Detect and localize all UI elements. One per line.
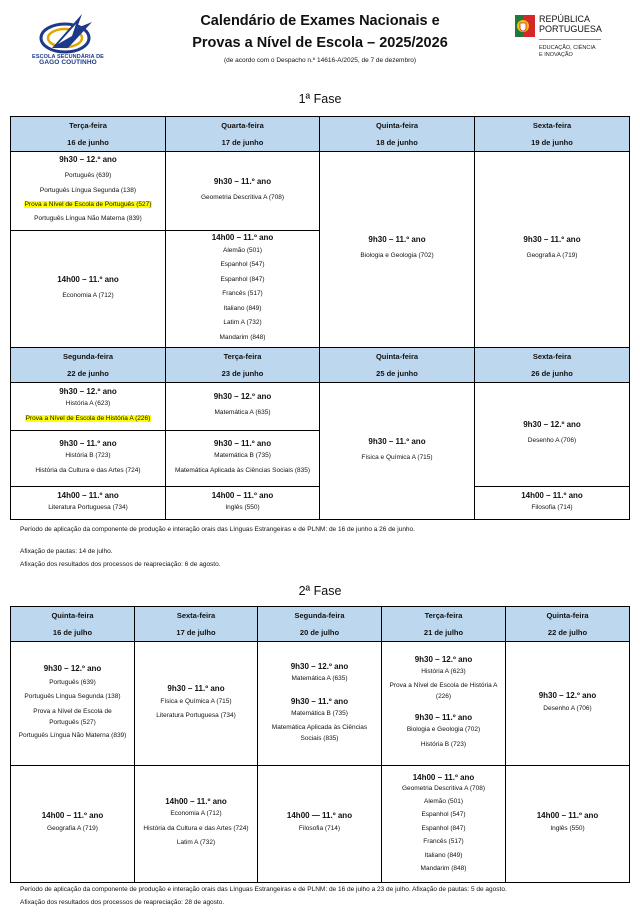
date-label: 26 de junho <box>531 369 573 378</box>
republic-line2: PORTUGUESA <box>539 24 602 34</box>
exam-cell <box>475 152 630 348</box>
exam-cell <box>11 642 135 766</box>
ministry-line2: E INOVAÇÃO <box>539 51 573 58</box>
exam-cell <box>135 642 258 766</box>
exam-item: Italiano (849) <box>223 304 262 312</box>
time-slot: 9h30 – 12.º ano <box>290 662 349 672</box>
phase2-row <box>11 642 630 766</box>
ministry-line1: EDUCAÇÃO, CIÊNCIA <box>539 45 596 51</box>
time-slot: 9h30 – 12.º ano <box>59 155 117 165</box>
time-slot: 9h30 – 12.º ano <box>59 387 117 397</box>
time-slot: 9h30 – 11.º ano <box>368 436 426 446</box>
exam-cell <box>166 231 320 348</box>
time-slot: 9h30 – 12.º ano <box>414 654 473 664</box>
time-slot: 14h00 – 11.º ano <box>165 797 227 807</box>
date-label: 25 de junho <box>376 369 418 378</box>
phase2-note: Período de aplicação da componente de produção e interação orais das Línguas Estrangeiras e de PLNM: de 16 de julho a 23 de julho. Afixação de pautas: 5 de agosto. <box>20 886 507 893</box>
exam-item: Física e Química A (715) <box>361 453 433 461</box>
date-label: 16 de julho <box>52 628 93 637</box>
exam-item: Matemática B (735) <box>214 452 271 460</box>
date-label: 17 de junho <box>221 138 264 147</box>
exam-cell <box>166 152 320 231</box>
phase1-row <box>11 152 630 231</box>
exam-item: Geometria Descritiva A (708) <box>200 193 285 201</box>
exam-cell <box>475 383 630 487</box>
phase1-note: Afixação dos resultados dos processos de reapreciação: 6 de agosto. <box>20 561 221 568</box>
exam-item: Matemática B (735) <box>291 709 348 717</box>
exam-item: Português Língua Segunda (138) <box>39 186 137 194</box>
exam-item: Matemática A (635) <box>214 409 271 417</box>
header-cell <box>320 348 475 383</box>
date-label: 17 de julho <box>176 628 216 637</box>
time-slot: 14h00 — 11.º ano <box>286 811 353 821</box>
exam-item: Prova a Nível de Escola de Português (527) <box>33 707 112 726</box>
phase1-header-row <box>11 348 630 383</box>
day-label: Segunda-feira <box>294 611 345 620</box>
time-slot: 14h00 – 11.º ano <box>536 811 599 821</box>
day-label: Terça-feira <box>223 352 262 361</box>
exam-item: Mandarim (848) <box>219 333 266 341</box>
exam-item: Geografia A (719) <box>47 825 98 833</box>
time-slot: 14h00 – 11.º ano <box>211 233 274 243</box>
exam-item: Biologia e Geologia (702) <box>406 726 481 734</box>
exam-item: Latim A (732) <box>176 839 216 847</box>
exam-cell <box>11 431 166 487</box>
exam-item: Literatura Portuguesa (734) <box>156 712 236 719</box>
time-slot: 9h30 – 11.º ano <box>213 439 272 449</box>
exam-item: Espanhol (847) <box>421 824 466 832</box>
day-label: Quinta-feira <box>546 611 589 620</box>
phase2-note: Afixação dos resultados dos processos de reapreciação: 28 de agosto. <box>20 899 225 906</box>
date-label: 18 de junho <box>376 138 418 147</box>
exam-item: Latim A (732) <box>223 319 262 327</box>
phase1-title: 1ª Fase <box>298 92 342 106</box>
day-label: Terça-feira <box>424 611 463 620</box>
exam-item: Geografia A (719) <box>526 252 578 260</box>
exam-item: História da Cultura e das Artes (724) <box>35 466 141 474</box>
header-cell <box>11 607 135 642</box>
day-label: Sexta-feira <box>532 352 572 361</box>
phase1-table <box>10 116 630 520</box>
header-cell <box>11 348 166 383</box>
exam-cell <box>258 642 382 766</box>
exam-item: Espanhol (547) <box>421 811 466 819</box>
time-slot: 14h00 – 11.º ano <box>41 811 104 821</box>
exam-cell <box>258 766 382 883</box>
exam-item: História B (723) <box>65 452 111 460</box>
exam-item: Desenho A (706) <box>527 437 577 445</box>
school-name-line1: ESCOLA SECUNDÁRIA DE <box>32 54 104 60</box>
exam-item: Física e Química A (715) <box>160 697 232 705</box>
phase2-title: 2ª Fase <box>298 584 342 598</box>
school-name <box>22 54 114 66</box>
time-slot: 9h30 – 11.º ano <box>290 696 349 706</box>
time-slot: 9h30 – 11.º ano <box>368 235 426 245</box>
exam-item: Mandarim (848) <box>420 865 467 873</box>
time-slot: 14h00 – 11.º ano <box>412 772 475 782</box>
exam-item: Alemão (501) <box>222 247 263 255</box>
phase2-header-row <box>11 607 630 642</box>
page-title <box>190 10 450 54</box>
day-label: Terça-feira <box>69 121 107 130</box>
time-slot: 14h00 – 11.º ano <box>57 274 119 284</box>
exam-cell <box>166 431 320 487</box>
phase1-note: Período de aplicação da componente de produção e interação orais das Línguas Estrangeiras e de PLNM: de 16 de junho a 26 de junho. <box>20 526 415 533</box>
exam-item: Matemática Aplicada às Ciências Sociais (835) <box>271 723 368 742</box>
exam-cell <box>475 487 630 520</box>
time-slot: 9h30 – 12.º ano <box>43 663 102 673</box>
time-slot: 9h30 – 11.º ano <box>59 439 117 449</box>
page-subtitle: (de acordo com o Despacho n.º 14616-A/2025, de 7 de dezembro) <box>223 57 417 64</box>
time-slot: 9h30 – 11.º ano <box>523 235 581 245</box>
exam-cell <box>166 487 320 520</box>
exam-item: Biologia e Geologia (702) <box>360 252 434 260</box>
header-cell <box>475 117 630 152</box>
header-cell <box>166 348 320 383</box>
school-name-line2: GAGO COUTINHO <box>39 59 97 66</box>
exam-item-highlighted: Prova a Nível de Escola de História A (226) <box>25 414 151 422</box>
exam-cell <box>135 766 258 883</box>
republic-name <box>539 14 602 34</box>
phase1-row <box>11 383 630 431</box>
exam-item: Português Língua Não Materna (839) <box>18 731 127 739</box>
date-label: 19 de junho <box>531 138 573 147</box>
header-cell <box>166 117 320 152</box>
header-cell <box>382 607 506 642</box>
exam-cell <box>11 383 166 431</box>
header-cell <box>11 117 166 152</box>
ministry-name <box>539 45 596 58</box>
divider <box>539 39 601 40</box>
date-label: 22 de julho <box>547 628 588 637</box>
exam-cell <box>11 231 166 348</box>
document-header <box>0 0 640 80</box>
time-slot: 9h30 – 11.º ano <box>213 176 272 186</box>
exam-item: Literatura Portuguesa (734) <box>48 503 128 511</box>
exam-item-highlighted: Prova a Nível de Escola de Português (527) <box>24 201 152 208</box>
exam-item: Filosofia (714) <box>531 503 573 511</box>
day-label: Quarta-feira <box>221 121 264 130</box>
republic-line1: REPÚBLICA <box>539 14 591 24</box>
exam-item: História B (723) <box>420 740 467 748</box>
exam-item: Português (639) <box>64 172 112 180</box>
date-label: 23 de junho <box>221 369 264 378</box>
exam-cell <box>382 766 506 883</box>
exam-item: Espanhol (547) <box>220 261 265 269</box>
exam-cell <box>11 487 166 520</box>
exam-item: Italiano (849) <box>424 851 463 859</box>
exam-item: História A (623) <box>65 400 111 408</box>
time-slot: 14h00 – 11.º ano <box>521 490 583 500</box>
exam-cell <box>506 642 630 766</box>
exam-item: Francês (517) <box>222 290 263 298</box>
exam-item: Economia A (712) <box>170 810 222 818</box>
day-label: Segunda-feira <box>62 352 113 361</box>
exam-item: Matemática A (635) <box>291 675 348 683</box>
exam-cell <box>11 152 166 231</box>
date-label: 21 de julho <box>423 628 464 637</box>
date-label: 22 de junho <box>67 369 109 378</box>
phase2-row <box>11 766 630 883</box>
header-cell <box>258 607 382 642</box>
exam-item: História da Cultura e das Artes (724) <box>143 824 249 832</box>
exam-item: Economia A (712) <box>62 291 114 299</box>
phase1-note: Afixação de pautas: 14 de julho. <box>20 548 113 555</box>
day-label: Quinta-feira <box>375 121 419 130</box>
exam-item: Filosofia (714) <box>298 825 341 833</box>
time-slot: 9h30 – 12.º ano <box>523 420 581 430</box>
title-line1: Calendário de Exames Nacionais e <box>200 13 440 29</box>
time-slot: 9h30 – 12.º ano <box>213 392 272 402</box>
exam-item: História A (623) <box>421 667 466 675</box>
exam-item: Inglês (550) <box>550 825 585 833</box>
day-label: Sexta-feira <box>176 611 216 620</box>
day-label: Quinta-feira <box>375 352 419 361</box>
header-cell <box>506 607 630 642</box>
phase1-header-row <box>11 117 630 152</box>
date-label: 20 de julho <box>299 628 340 637</box>
exam-cell <box>506 766 630 883</box>
exam-item: Matemática Aplicada às Ciências Sociais (835) <box>174 466 311 474</box>
day-label: Quinta-feira <box>51 611 94 620</box>
exam-item: Espanhol (847) <box>220 275 265 283</box>
header-cell <box>475 348 630 383</box>
header-cell <box>135 607 258 642</box>
time-slot: 9h30 – 12.º ano <box>538 690 597 700</box>
exam-item: Desenho A (706) <box>543 704 592 712</box>
exam-item: Geometria Descritiva A (708) <box>401 784 486 792</box>
exam-item: Prova a Nível de Escola de História A (226) <box>389 682 498 701</box>
exam-cell <box>320 152 475 348</box>
day-label: Sexta-feira <box>532 121 572 130</box>
time-slot: 9h30 – 11.º ano <box>167 683 225 693</box>
header-cell <box>320 117 475 152</box>
phase2-table <box>10 606 630 883</box>
exam-item: Francês (517) <box>423 838 464 846</box>
time-slot: 14h00 – 11.º ano <box>211 490 274 500</box>
republic-emblem-icon <box>514 13 536 39</box>
exam-item: Português (639) <box>49 678 96 686</box>
time-slot: 9h30 – 11.º ano <box>414 713 473 723</box>
exam-item: Português Língua Segunda (138) <box>24 693 121 701</box>
date-label: 16 de junho <box>67 138 109 147</box>
title-line2: Provas a Nível de Escola – 2025/2026 <box>192 35 448 51</box>
time-slot: 14h00 – 11.º ano <box>57 490 119 500</box>
exam-item: Português Língua Não Materna (839) <box>34 215 142 223</box>
exam-item: Alemão (501) <box>423 797 464 805</box>
exam-cell <box>382 642 506 766</box>
exam-cell <box>166 383 320 431</box>
exam-cell <box>11 766 135 883</box>
exam-cell <box>320 383 475 520</box>
exam-item: Inglês (550) <box>225 503 260 511</box>
